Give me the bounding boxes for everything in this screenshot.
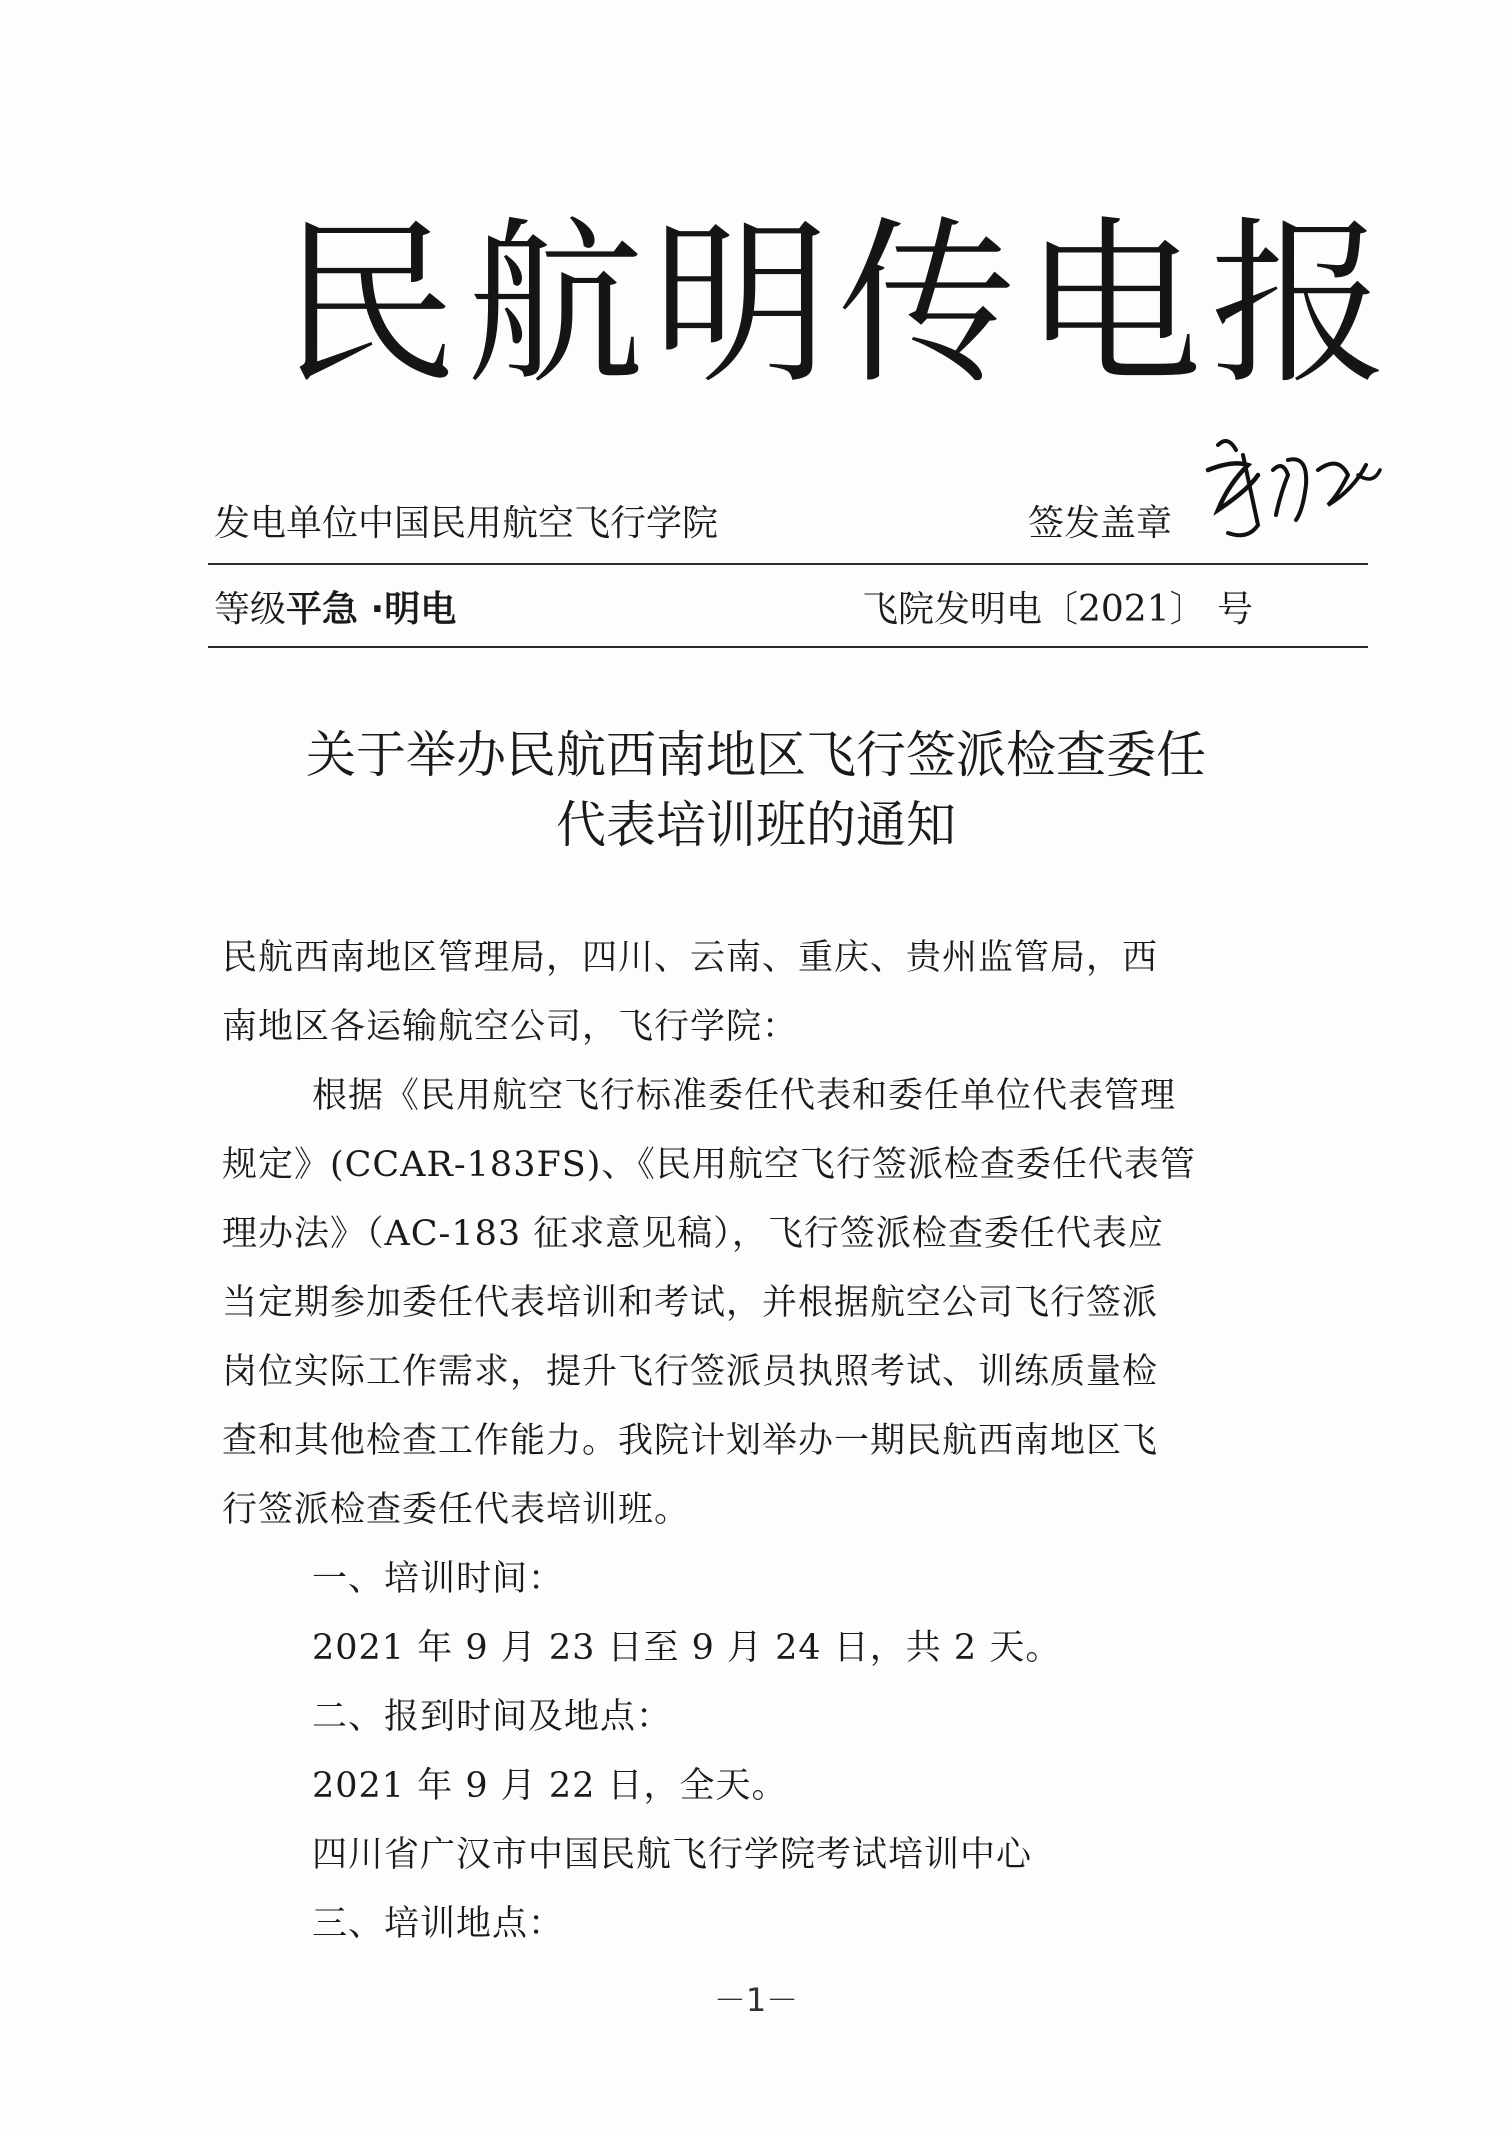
masthead-title: 民航明传电报	[280, 201, 1396, 408]
recipients-line: 南地区各运输航空公司，飞行学院：	[222, 1007, 799, 1047]
registration-location-text: 四川省广汉市中国民航飞行学院考试培训中心	[312, 1835, 1033, 1875]
sender-label: 发电单位	[214, 503, 359, 544]
paragraph-line: 理办法》（AC-183 征求意见稿），飞行签派检查委任代表应	[222, 1214, 1164, 1254]
header-rule-bottom	[208, 646, 1368, 648]
level-label: 等级	[214, 589, 287, 630]
paragraph-line: 行签派检查委任代表培训班。	[222, 1490, 691, 1530]
header-rule-top	[208, 563, 1368, 565]
section-heading-training-time: 一、培训时间：	[312, 1559, 565, 1599]
paragraph-line: 岗位实际工作需求，提升飞行签派员执照考试、训练质量检	[222, 1352, 1159, 1392]
sender-field	[214, 492, 718, 556]
paragraph-line: 规定》(CCAR-183FS)、《民用航空飞行签派检查委任代表管	[222, 1145, 1196, 1185]
level-row	[214, 578, 1366, 642]
sender-value: 中国民用航空飞行学院	[358, 503, 719, 544]
seal-label: 签发盖章	[1028, 503, 1173, 544]
handwritten-signature	[1188, 415, 1388, 555]
paragraph-line: 当定期参加委任代表培训和考试，并根据航空公司飞行签派	[222, 1283, 1159, 1323]
training-time-text: 2021 年 9 月 23 日至 9 月 24 日，共 2 天。	[312, 1628, 1062, 1668]
paragraph-line: 查和其他检查工作能力。我院计划举办一期民航西南地区飞	[222, 1421, 1159, 1461]
level-field	[214, 578, 456, 642]
document-title-line-2: 代表培训班的通知	[556, 796, 956, 854]
section-heading-registration: 二、报到时间及地点：	[312, 1697, 673, 1737]
paragraph-line: 根据《民用航空飞行标准委任代表和委任单位代表管理	[312, 1076, 1177, 1116]
page-number: －1－	[713, 1981, 799, 2019]
level-value: 平急 ·明电	[286, 589, 457, 630]
section-heading-training-location: 三、培训地点：	[312, 1904, 565, 1944]
document-title-line-1: 关于举办民航西南地区飞行签派检查委任	[306, 726, 1206, 784]
registration-date-text: 2021 年 9 月 22 日，全天。	[312, 1766, 788, 1806]
recipients-line: 民航西南地区管理局，四川、云南、重庆、贵州监管局，西	[222, 938, 1159, 978]
document-number: 飞院发明电〔2021〕 号	[862, 589, 1254, 630]
